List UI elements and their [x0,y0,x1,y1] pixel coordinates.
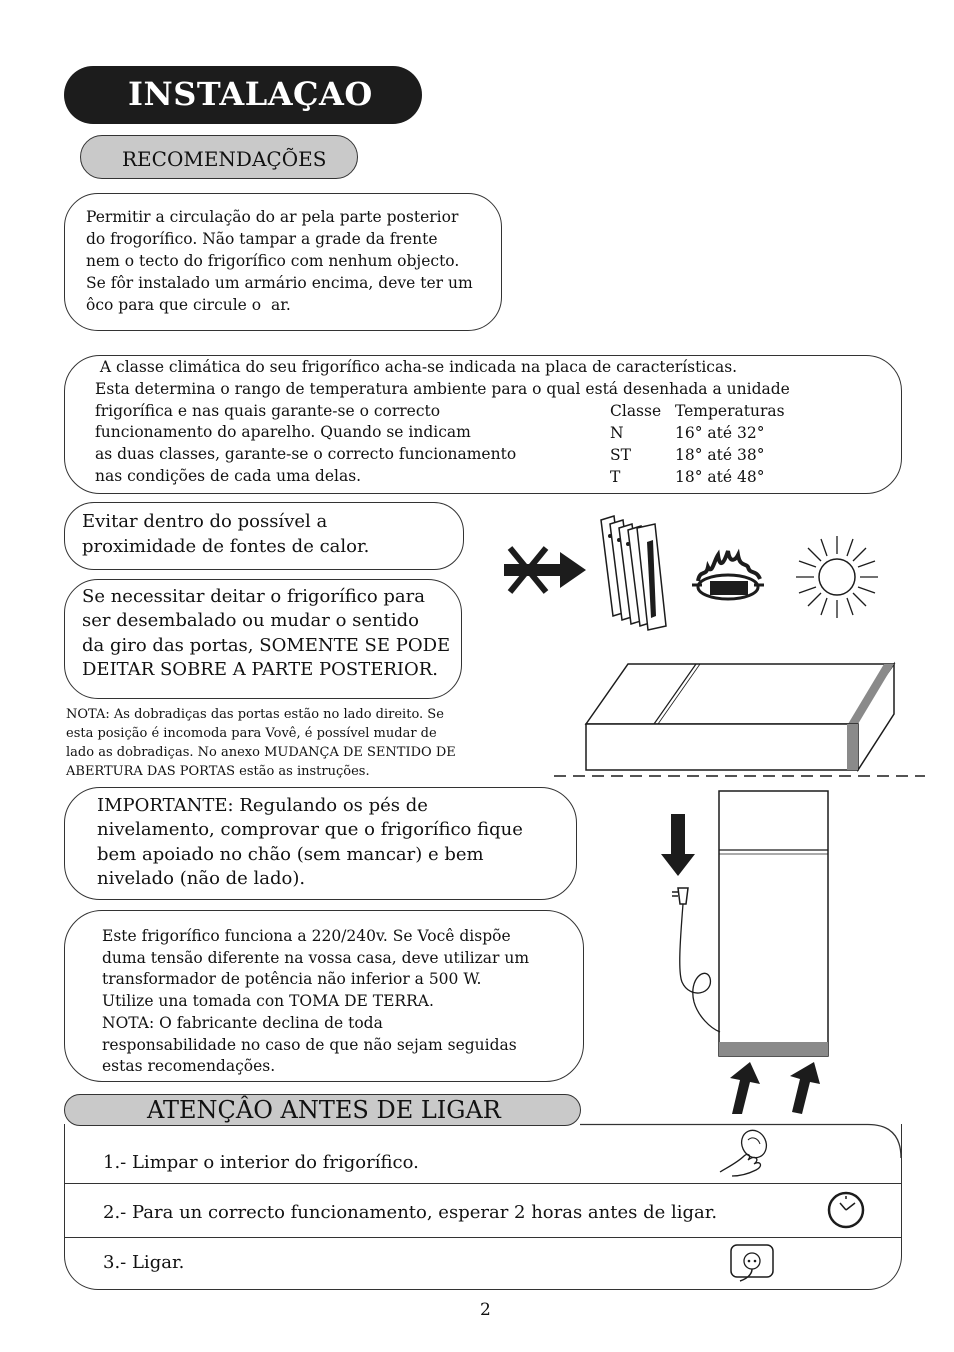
attention-title-pill [64,1094,581,1126]
nota-line: NOTA: As dobradiças das portas estão no lado direito. Se [66,707,444,722]
text-line: Este frigorífico funciona a 220/240v. Se Você dispõe [102,927,511,945]
table-cell: 18° até 38° [675,446,765,464]
table-cell: T [610,468,621,486]
step-3: 3.- Ligar. [103,1252,185,1273]
table-cell: 18° até 48° [675,468,765,486]
text-line: funcionamento do aparelho. Quando se indicam [95,423,471,441]
radiator-icon [598,516,673,632]
text-line: A classe climática do seu frigorífico acha-se indicada na placa de características. [95,358,738,376]
text-line: nas condições de cada uma delas. [95,467,362,485]
step-divider [64,1237,902,1238]
text-line: Utilize una tomada con TOMA DE TERRA. [102,992,434,1010]
text-line: Esta determina o rango de temperatura ambiente para o qual está desenhada a unidade [95,380,790,398]
text-line: Se necessitar deitar o frigorífico para [82,586,425,607]
step-divider [64,1183,902,1184]
text-line: duma tensão diferente na vossa casa, deve utilizar um [102,949,530,967]
text-line: da giro das portas, SOMENTE SE PODE [82,635,451,656]
text-line: transformador de potência não inferior a 500 W. [102,970,482,988]
up-arrow-icon [722,1060,762,1116]
text-line: do frogorífico. Não tampar a grade da frente [86,230,438,248]
nota-line: ABERTURA DAS PORTAS estão as instruções. [66,764,370,779]
nota-line: esta posição é incomoda para Vovê, é possível mudar de [66,726,437,741]
text-line: responsabilidade no caso de que não sejam seguidas [102,1036,517,1054]
page-title: INSTALAÇAO [128,75,373,113]
attention-title: ATENÇÂO ANTES DE LIGAR [147,1096,501,1124]
table-cell: 16° até 32° [675,424,765,442]
sun-icon [794,534,880,620]
page-title-pill [64,66,422,124]
text-line: frigorífica e nas quais garante-se o correcto [95,402,441,420]
socket-icon [728,1243,776,1283]
up-arrow-icon [786,1060,826,1116]
plug-icon [666,882,722,1034]
text-line: DEITAR SOBRE A PARTE POSTERIOR. [82,659,439,680]
text-line: bem apoiado no chão (sem mancar) e bem [97,844,484,865]
text-line: ôco para que circule o ar. [86,296,291,314]
text-line: nivelamento, comprovar que o frigorífico fique [97,819,523,840]
section-subtitle-pill [80,135,358,179]
step-1: 1.- Limpar o interior do frigorífico. [103,1152,419,1173]
gas-flame-icon [690,547,768,605]
table-header-temperatures: Temperaturas [675,402,785,420]
text-line: Evitar dentro do possível a [82,511,328,532]
text-line: Permitir a circulação do ar pela parte posterior [86,208,459,226]
crossed-arrow-icon [500,540,590,600]
text-line: ser desembalado ou mudar o sentido [82,610,419,631]
text-line: nem o tecto do frigorífico com nenhum objecto. [86,252,460,270]
text-line: proximidade de fontes de calor. [82,536,370,557]
table-cell: N [610,424,624,442]
table-cell: ST [610,446,631,464]
text-line: nivelado (não de lado). [97,868,306,889]
standing-fridge-icon [718,790,830,1058]
lying-fridge-icon [580,660,925,782]
clock-icon [826,1190,866,1230]
section-subtitle: RECOMENDAÇÕES [122,147,327,171]
text-line: estas recomendações. [102,1057,276,1075]
cleaning-hand-icon [718,1126,778,1178]
nota-line: lado as dobradiças. No anexo MUDANÇA DE SENTIDO DE [66,745,456,760]
down-arrow-icon [660,814,696,878]
text-line: NOTA: O fabricante declina de toda [102,1014,383,1032]
text-line: Se fôr instalado um armário encima, deve ter um [86,274,473,292]
step-2: 2.- Para un correcto funcionamento, esperar 2 horas antes de ligar. [103,1202,718,1223]
page-number: 2 [480,1300,491,1320]
text-line: IMPORTANTE: Regulando os pés de [97,795,428,816]
table-header-class: Classe [610,402,662,420]
text-line: as duas classes, garante-se o correcto funcionamento [95,445,517,463]
